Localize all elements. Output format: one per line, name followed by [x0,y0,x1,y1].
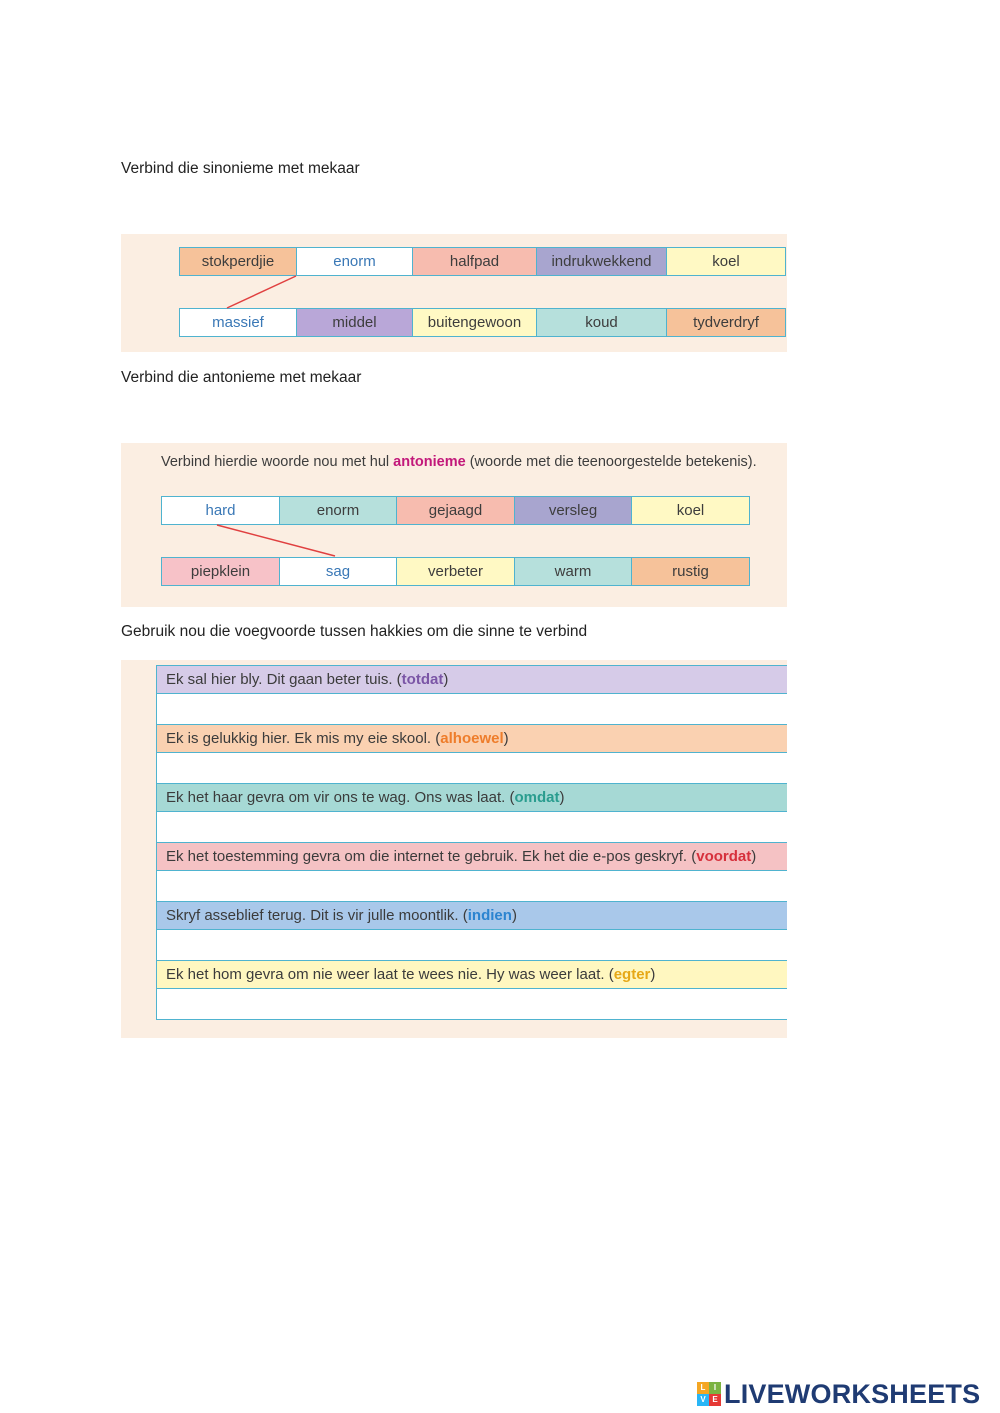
answer-field[interactable] [156,870,787,902]
answer-field[interactable] [156,752,787,784]
antonym-word-warm[interactable]: warm [514,557,633,586]
sentence-prompt [156,842,787,872]
sentence-text: Ek het toestemming gevra om die internet te gebruik. Ek het die e-pos geskryf. ( [166,848,697,865]
antonyms-panel [121,443,787,607]
synonyms-panel [121,234,787,352]
sentence-text: Ek is gelukkig hier. Ek mis my eie skool. ( [166,730,441,747]
conjunction-keyword: egter [613,966,651,983]
synonym-word-koud[interactable]: koud [536,308,668,337]
antonym-word-versleg[interactable]: versleg [514,496,633,525]
sentence-text: Ek sal hier bly. Dit gaan beter tuis. ( [166,671,402,688]
instruction-conjunctions: Gebruik nou die voegvoorde tussen hakkies om die sinne te verbind [121,623,588,640]
antonyms-top-row [161,496,749,525]
synonyms-top-row [179,247,785,276]
sentence-text: Skryf asseblief terug. Dit is vir julle moontlik. ( [166,907,468,924]
conjunction-keyword: omdat [514,789,560,806]
synonym-word-halfpad[interactable]: halfpad [412,247,537,276]
antonyms-bottom-row [161,557,749,586]
synonym-word-enorm[interactable]: enorm [296,247,414,276]
answer-field[interactable] [156,929,787,961]
logo-icon-letter: L [697,1382,709,1394]
sentence-end: ) [751,848,757,865]
liveworksheets-logo [697,1378,980,1410]
answer-field[interactable] [156,693,787,725]
antonym-word-verbeter[interactable]: verbeter [396,557,515,586]
sentence-end: ) [503,730,509,747]
conjunction-keyword: indien [467,907,512,924]
synonym-word-stokperdjie[interactable]: stokperdjie [179,247,297,276]
sentence-prompt [156,724,787,754]
logo-icon-letter: E [709,1394,721,1406]
antonym-word-enorm[interactable]: enorm [279,496,398,525]
antonyms-intro-text: Verbind hierdie woorde nou met hul [161,454,394,470]
sentence-end: ) [443,671,449,688]
antonym-word-rustig[interactable]: rustig [631,557,750,586]
sentence-end: ) [559,789,565,806]
sentence-prompt [156,665,787,695]
sentence-end: ) [650,966,656,983]
logo-icon-letter: I [709,1382,721,1394]
synonym-word-indrukwekkend[interactable]: indrukwekkend [536,247,668,276]
antonym-word-piepklein[interactable]: piepklein [161,557,280,586]
antonyms-intro-highlight: antonieme [393,454,466,470]
answer-field[interactable] [156,811,787,843]
sentences-list [156,666,787,1020]
sentence-prompt [156,783,787,813]
synonym-word-middel[interactable]: middel [296,308,414,337]
conjunctions-panel [121,660,787,1038]
conjunction-keyword: alhoewel [440,730,504,747]
logo-icon [697,1382,721,1406]
synonym-word-koel[interactable]: koel [666,247,786,276]
antonyms-intro-rest: (woorde met die teenoorgestelde betekenis). [465,454,757,470]
instruction-synonyms: Verbind die sinonieme met mekaar [121,160,360,177]
antonym-word-koel[interactable]: koel [631,496,750,525]
conjunction-keyword: voordat [696,848,752,865]
synonyms-bottom-row [179,308,785,337]
synonym-word-massief[interactable]: massief [179,308,297,337]
sentence-prompt [156,901,787,931]
antonym-word-hard[interactable]: hard [161,496,280,525]
synonym-word-tydverdryf[interactable]: tydverdryf [666,308,786,337]
sentence-end: ) [511,907,517,924]
conjunction-keyword: totdat [401,671,444,688]
antonyms-intro [161,452,761,472]
logo-text: LIVEWORKSHEETS [724,1378,981,1409]
antonym-word-gejaagd[interactable]: gejaagd [396,496,515,525]
synonym-word-buitengewoon[interactable]: buitengewoon [412,308,537,337]
antonym-word-sag[interactable]: sag [279,557,398,586]
sentence-text: Ek het haar gevra om vir ons te wag. Ons was laat. ( [166,789,515,806]
answer-field[interactable] [156,988,787,1020]
sentence-text: Ek het hom gevra om nie weer laat te wees nie. Hy was weer laat. ( [166,966,614,983]
logo-icon-letter: V [697,1394,709,1406]
instruction-antonyms: Verbind die antonieme met mekaar [121,369,362,386]
sentence-prompt [156,960,787,990]
